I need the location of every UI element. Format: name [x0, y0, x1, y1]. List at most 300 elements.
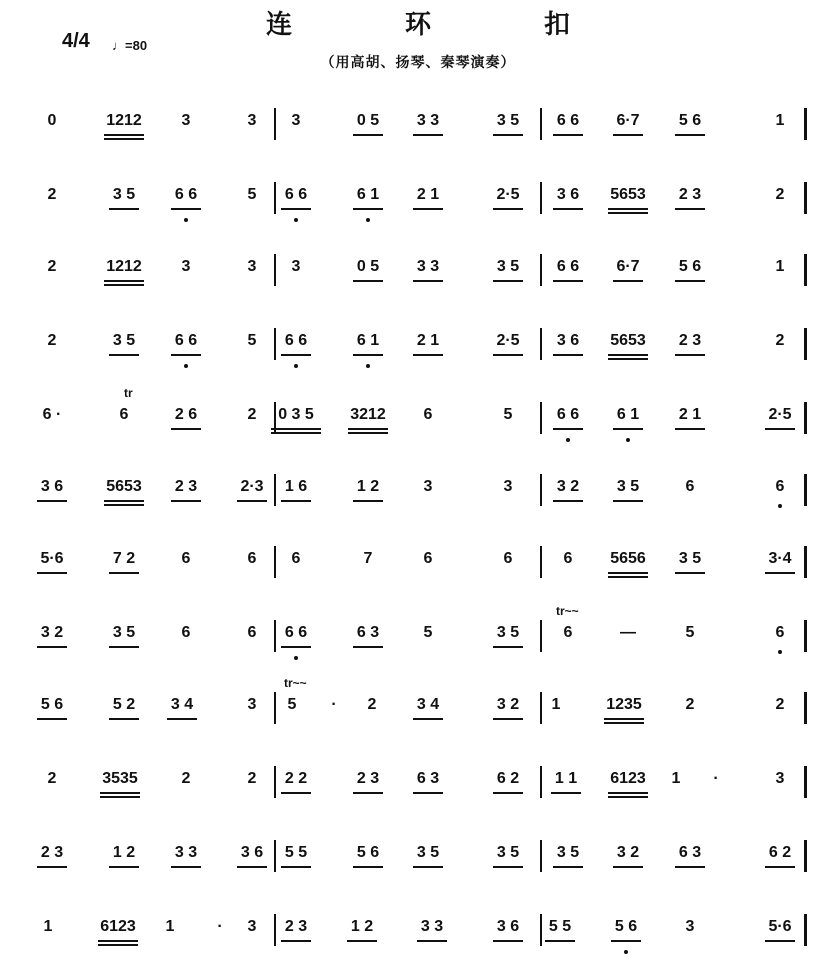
note-group: 3: [685, 918, 695, 935]
note-group: 1 2: [112, 844, 136, 861]
underline: [104, 138, 144, 140]
underline: [493, 646, 523, 648]
barline: [540, 546, 542, 578]
underline: [109, 572, 139, 574]
note-group: 6: [503, 550, 513, 567]
note-group: 5 2: [112, 696, 136, 713]
note-group: 3 4: [170, 696, 194, 713]
note-group: 2: [775, 332, 785, 349]
underline: [413, 208, 443, 210]
underline: [608, 576, 648, 578]
underline: [37, 500, 67, 502]
note-group: 2: [47, 258, 57, 275]
score-row: [0, 478, 836, 528]
note-group: 6 6: [556, 258, 580, 275]
underline: [171, 866, 201, 868]
underline: [604, 722, 644, 724]
note-group: 1: [551, 696, 561, 713]
underline: [413, 866, 443, 868]
note-group: 5: [685, 624, 695, 641]
note-group: 6: [181, 624, 191, 641]
note-group: 2 3: [356, 770, 380, 787]
underline: [353, 280, 383, 282]
note-group: 3 3: [416, 112, 440, 129]
score-row: [0, 918, 836, 968]
note-group: —: [620, 624, 636, 641]
note-group: 3 2: [496, 696, 520, 713]
underline: [109, 866, 139, 868]
note-group: 2 1: [678, 406, 702, 423]
note-group: 5653: [106, 478, 142, 495]
note-group: 5: [423, 624, 433, 641]
octave-dot: [184, 364, 188, 368]
note-group: 2 1: [416, 332, 440, 349]
underline: [104, 134, 144, 136]
note-group: 6 ·: [42, 406, 62, 423]
barline: [804, 402, 807, 434]
note-group: 2·5: [768, 406, 792, 423]
trill-mark: tr~~: [284, 676, 307, 690]
note-group: 6: [775, 478, 785, 495]
note-group: 2: [247, 770, 257, 787]
note-group: 3 6: [556, 186, 580, 203]
note-group: 5 6: [614, 918, 638, 935]
note-group: 3: [247, 112, 257, 129]
underline: [613, 280, 643, 282]
note-group: 6: [423, 550, 433, 567]
octave-dot: [624, 950, 628, 954]
underline: [37, 646, 67, 648]
underline: [553, 134, 583, 136]
underline: [553, 280, 583, 282]
note-group: 6 1: [356, 332, 380, 349]
barline: [804, 254, 807, 286]
note-group: 3 5: [616, 478, 640, 495]
note-group: 6 2: [768, 844, 792, 861]
note-group: 1 2: [350, 918, 374, 935]
note-group: 0 3 5: [278, 406, 314, 423]
octave-dot: [778, 504, 782, 508]
score-row: [0, 186, 836, 236]
note-group: 6 6: [174, 186, 198, 203]
note-group: 6: [181, 550, 191, 567]
octave-dot: [184, 218, 188, 222]
underline: [348, 432, 388, 434]
underline: [413, 718, 443, 720]
underline: [413, 792, 443, 794]
underline: [675, 208, 705, 210]
underline: [353, 646, 383, 648]
note-group: 7: [363, 550, 373, 567]
note-group: 1: [671, 770, 681, 787]
underline: [353, 866, 383, 868]
underline: [608, 358, 648, 360]
note-group: 5653: [610, 332, 646, 349]
note-group: 2: [685, 696, 695, 713]
note-group: 3 5: [496, 112, 520, 129]
underline: [493, 792, 523, 794]
note-group: 5 5: [284, 844, 308, 861]
underline: [675, 866, 705, 868]
note-group: 3 5: [556, 844, 580, 861]
note-group: 6 2: [496, 770, 520, 787]
underline: [237, 866, 267, 868]
underline: [104, 284, 144, 286]
underline: [493, 134, 523, 136]
barline: [540, 254, 542, 286]
note-group: 3 4: [416, 696, 440, 713]
underline: [613, 134, 643, 136]
note-group: 6 3: [356, 624, 380, 641]
underline: [347, 940, 377, 942]
underline: [109, 208, 139, 210]
underline: [493, 354, 523, 356]
note-group: 3535: [102, 770, 138, 787]
underline: [613, 866, 643, 868]
underline: [167, 718, 197, 720]
octave-dot: [566, 438, 570, 442]
underline: [171, 208, 201, 210]
underline: [765, 940, 795, 942]
note-group: 2 3: [678, 186, 702, 203]
note-group: 3 6: [40, 478, 64, 495]
score-row: [0, 844, 836, 894]
note-group: 2·5: [496, 332, 520, 349]
score-subtitle: （用高胡、扬琴、秦琴演奏）: [320, 55, 516, 71]
barline: [540, 620, 542, 652]
note-group: 6123: [100, 918, 136, 935]
note-group: ·: [217, 918, 223, 935]
note-group: 1: [775, 112, 785, 129]
score-title: 连 环 扣: [265, 10, 623, 40]
barline: [540, 402, 542, 434]
note-group: 2: [775, 696, 785, 713]
underline: [353, 500, 383, 502]
note-group: 3 5: [112, 624, 136, 641]
note-group: 2 6: [174, 406, 198, 423]
note-group: 6123: [610, 770, 646, 787]
score-row: [0, 258, 836, 308]
barline: [804, 914, 807, 946]
underline: [545, 940, 575, 942]
note-group: 2: [367, 696, 377, 713]
time-signature: 4/4: [62, 30, 90, 52]
note-group: 0 5: [356, 112, 380, 129]
underline: [353, 208, 383, 210]
underline: [353, 354, 383, 356]
note-group: 5656: [610, 550, 646, 567]
note-group: 6 6: [284, 186, 308, 203]
note-group: 2 3: [174, 478, 198, 495]
note-group: 6 6: [556, 112, 580, 129]
underline: [271, 432, 321, 434]
underline: [353, 134, 383, 136]
note-group: 3: [291, 112, 301, 129]
underline: [37, 866, 67, 868]
note-group: 6: [423, 406, 433, 423]
underline: [553, 428, 583, 430]
note-group: 2: [47, 770, 57, 787]
note-group: 6 3: [416, 770, 440, 787]
note-group: 3 5: [496, 844, 520, 861]
barline: [540, 474, 542, 506]
underline: [348, 428, 388, 430]
underline: [493, 866, 523, 868]
underline: [171, 428, 201, 430]
trill-mark: tr~~: [556, 604, 579, 618]
score-row: [0, 550, 836, 600]
underline: [553, 354, 583, 356]
note-group: 3 2: [556, 478, 580, 495]
underline: [553, 208, 583, 210]
score-row: [0, 676, 836, 746]
note-group: 5: [503, 406, 513, 423]
underline: [413, 280, 443, 282]
barline: [540, 766, 542, 798]
underline: [765, 866, 795, 868]
note-group: 3 5: [112, 332, 136, 349]
underline: [271, 428, 321, 430]
underline: [413, 134, 443, 136]
underline: [493, 940, 523, 942]
underline: [551, 792, 581, 794]
note-group: 6 3: [678, 844, 702, 861]
barline: [804, 620, 807, 652]
underline: [109, 718, 139, 720]
note-group: 3: [181, 258, 191, 275]
note-group: 6: [247, 550, 257, 567]
underline: [493, 718, 523, 720]
score-row: [0, 604, 836, 674]
note-group: 1212: [106, 258, 142, 275]
note-group: 2 1: [416, 186, 440, 203]
note-group: 5·6: [40, 550, 64, 567]
note-group: 3: [247, 258, 257, 275]
note-group: 6: [685, 478, 695, 495]
note-group: 6: [775, 624, 785, 641]
note-group: 1: [775, 258, 785, 275]
underline: [281, 646, 311, 648]
note-group: 3 6: [240, 844, 264, 861]
note-group: 1: [165, 918, 175, 935]
note-group: 1: [43, 918, 53, 935]
note-group: 1 1: [554, 770, 578, 787]
note-group: 3 3: [174, 844, 198, 861]
note-group: 2: [775, 186, 785, 203]
note-group: 1212: [106, 112, 142, 129]
note-group: 5: [247, 186, 257, 203]
score-row: [0, 386, 836, 456]
note-group: 3 5: [496, 624, 520, 641]
note-group: 2 3: [40, 844, 64, 861]
underline: [353, 792, 383, 794]
underline: [281, 940, 311, 942]
octave-dot: [294, 656, 298, 660]
note-group: 3 5: [112, 186, 136, 203]
note-group: 3: [503, 478, 513, 495]
underline: [281, 500, 311, 502]
note-group: 3 5: [678, 550, 702, 567]
note-group: 0 5: [356, 258, 380, 275]
underline: [237, 500, 267, 502]
underline: [98, 944, 138, 946]
barline: [804, 474, 807, 506]
underline: [100, 796, 140, 798]
underline: [281, 354, 311, 356]
note-group: 3 5: [496, 258, 520, 275]
note-group: 3 5: [416, 844, 440, 861]
underline: [37, 572, 67, 574]
note-group: 5 6: [40, 696, 64, 713]
underline: [553, 500, 583, 502]
note-group: 2 3: [284, 918, 308, 935]
note-group: 2·5: [496, 186, 520, 203]
score-row: [0, 112, 836, 162]
note-group: 5 6: [356, 844, 380, 861]
note-group: 1235: [606, 696, 642, 713]
note-group: 6 6: [284, 624, 308, 641]
tempo-marking: ♩=80: [112, 38, 148, 53]
underline: [608, 354, 648, 356]
note-group: ·: [713, 770, 719, 787]
underline: [613, 428, 643, 430]
note-group: 5653: [610, 186, 646, 203]
underline: [553, 866, 583, 868]
note-group: 3: [423, 478, 433, 495]
barline: [540, 182, 542, 214]
note-group: 6: [291, 550, 301, 567]
note-group: 6: [563, 550, 573, 567]
underline: [109, 646, 139, 648]
underline: [281, 208, 311, 210]
underline: [675, 134, 705, 136]
note-group: 2 3: [678, 332, 702, 349]
barline: [540, 108, 542, 140]
note-group: 3·4: [768, 550, 792, 567]
barline: [804, 692, 807, 724]
note-group: 6 6: [284, 332, 308, 349]
trill-mark: tr: [124, 386, 133, 400]
underline: [104, 504, 144, 506]
note-group: 2: [47, 186, 57, 203]
barline: [804, 840, 807, 872]
underline: [608, 572, 648, 574]
underline: [765, 572, 795, 574]
note-group: 5: [287, 696, 297, 713]
note-group: 3 3: [416, 258, 440, 275]
underline: [281, 792, 311, 794]
note-group: 0: [47, 112, 57, 129]
note-group: 5 6: [678, 258, 702, 275]
octave-dot: [626, 438, 630, 442]
note-group: 6 6: [556, 406, 580, 423]
underline: [608, 208, 648, 210]
underline: [611, 940, 641, 942]
note-group: 6: [119, 406, 129, 423]
barline: [540, 840, 542, 872]
barline: [804, 182, 807, 214]
underline: [417, 940, 447, 942]
underline: [100, 792, 140, 794]
note-group: 2·3: [240, 478, 264, 495]
octave-dot: [294, 364, 298, 368]
score-row: [0, 770, 836, 820]
barline: [804, 328, 807, 360]
note-group: 3 6: [556, 332, 580, 349]
underline: [608, 796, 648, 798]
underline: [493, 208, 523, 210]
note-group: 2: [247, 406, 257, 423]
note-group: 3 2: [40, 624, 64, 641]
note-group: 2: [181, 770, 191, 787]
underline: [281, 866, 311, 868]
underline: [675, 428, 705, 430]
barline: [540, 328, 542, 360]
underline: [608, 792, 648, 794]
note-group: 3212: [350, 406, 386, 423]
octave-dot: [366, 218, 370, 222]
note-group: 1 6: [284, 478, 308, 495]
underline: [765, 428, 795, 430]
note-group: 6·7: [616, 258, 640, 275]
underline: [675, 572, 705, 574]
underline: [675, 280, 705, 282]
note-group: 3 6: [496, 918, 520, 935]
score-row: [0, 332, 836, 382]
underline: [171, 354, 201, 356]
note-group: 6 1: [356, 186, 380, 203]
note-group: 2 2: [284, 770, 308, 787]
note-group: 5·6: [768, 918, 792, 935]
octave-dot: [366, 364, 370, 368]
note-group: 3: [181, 112, 191, 129]
note-group: 3 3: [420, 918, 444, 935]
note-group: 3: [775, 770, 785, 787]
octave-dot: [294, 218, 298, 222]
underline: [493, 280, 523, 282]
note-group: 6: [563, 624, 573, 641]
underline: [613, 500, 643, 502]
note-group: 5 6: [678, 112, 702, 129]
note-group: 2: [47, 332, 57, 349]
underline: [104, 280, 144, 282]
underline: [109, 354, 139, 356]
underline: [604, 718, 644, 720]
octave-dot: [778, 650, 782, 654]
underline: [37, 718, 67, 720]
note-group: 7 2: [112, 550, 136, 567]
note-group: 6·7: [616, 112, 640, 129]
note-group: 3: [247, 696, 257, 713]
note-group: 3 2: [616, 844, 640, 861]
underline: [104, 500, 144, 502]
note-group: 3: [247, 918, 257, 935]
barline: [804, 766, 807, 798]
note-group: 1 2: [356, 478, 380, 495]
underline: [608, 212, 648, 214]
underline: [675, 354, 705, 356]
note-group: 6: [247, 624, 257, 641]
underline: [98, 940, 138, 942]
note-group: ·: [331, 696, 337, 713]
underline: [413, 354, 443, 356]
barline: [804, 546, 807, 578]
note-group: 3: [291, 258, 301, 275]
barline: [804, 108, 807, 140]
note-group: 5: [247, 332, 257, 349]
note-group: 5 5: [548, 918, 572, 935]
note-group: 6 6: [174, 332, 198, 349]
